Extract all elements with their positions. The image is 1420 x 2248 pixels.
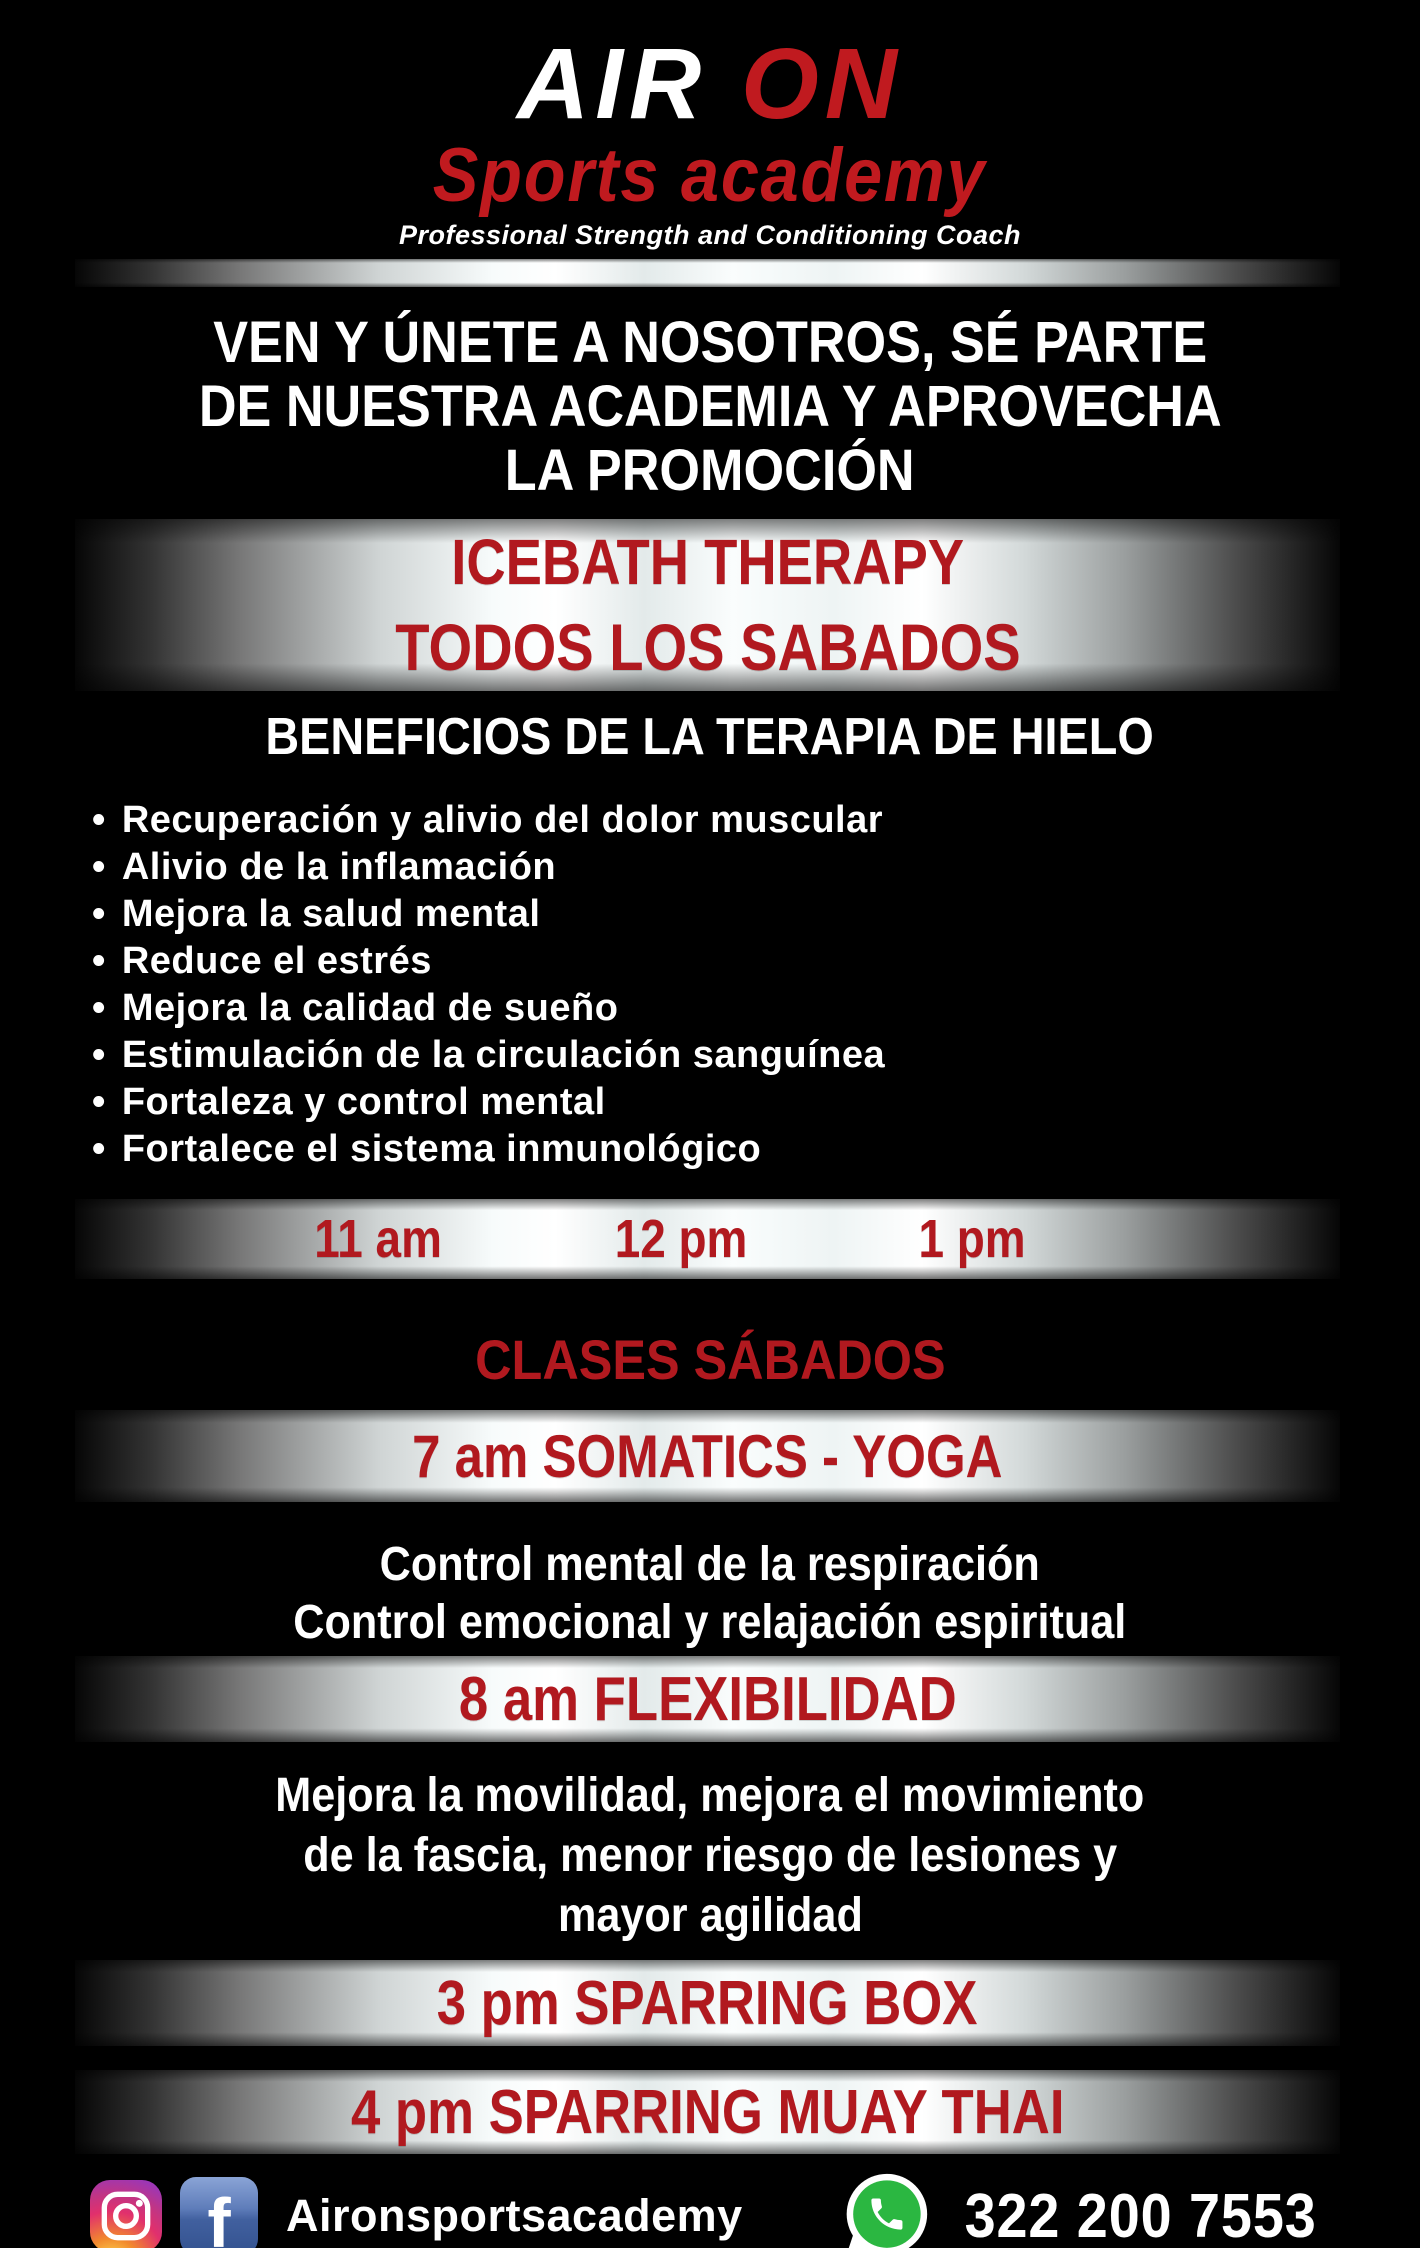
intro-line-3: LA PROMOCIÓN <box>505 438 915 503</box>
benefit-item: • Alivio de la inflamación <box>92 844 1420 891</box>
bullet-icon: • <box>92 1081 106 1123</box>
whatsapp-icon <box>839 2170 931 2248</box>
icebath-times-band <box>75 1199 1340 1279</box>
flexibility-desc-line-2: de la fascia, menor riesgo de lesiones y <box>303 1829 1117 1882</box>
bullet-icon: • <box>92 1034 106 1076</box>
logo-subtitle: Sports academy <box>433 133 987 218</box>
benefit-item: • Fortaleza y control mental <box>92 1079 1420 1126</box>
flexibility-desc-line-1: Mejora la movilidad, mejora el movimiento <box>275 1769 1145 1822</box>
bullet-icon: • <box>92 893 106 935</box>
time-slot-1pm: 1 pm <box>918 1209 1026 1269</box>
intro-headline <box>0 311 1420 503</box>
somatics-desc-line-1: Control mental de la respiración <box>379 1538 1041 1591</box>
sparring-muay-thai-title: 4 pm SPARRING MUAY THAI <box>350 2077 1065 2147</box>
benefits-heading: BENEFICIOS DE LA TERAPIA DE HIELO <box>265 708 1155 766</box>
time-slot-11am: 11 am <box>314 1209 442 1269</box>
benefit-item: • Estimulación de la circulación sanguínea <box>92 1032 1420 1079</box>
icebath-schedule: TODOS LOS SABADOS <box>394 610 1021 684</box>
social-handle: Aironsportsacademy <box>286 2190 743 2241</box>
flexibility-description <box>0 1766 1420 1946</box>
sparring-box-title: 3 pm SPARRING BOX <box>437 1968 978 2038</box>
flexibility-band <box>75 1656 1340 1742</box>
somatics-yoga-band <box>75 1410 1340 1502</box>
benefit-item: • Fortalece el sistema inmunológico <box>92 1126 1420 1173</box>
instagram-icon <box>90 2180 162 2248</box>
benefit-item: • Mejora la salud mental <box>92 891 1420 938</box>
sparring-muay-thai-band <box>75 2070 1340 2154</box>
time-slot-12pm: 12 pm <box>614 1209 748 1269</box>
bullet-icon: • <box>92 799 106 841</box>
benefits-list <box>92 797 1420 1173</box>
footer-contact-bar <box>0 2154 1420 2248</box>
benefit-item: • Mejora la calidad de sueño <box>92 985 1420 1032</box>
flexibility-desc-line-3: mayor agilidad <box>557 1889 863 1942</box>
logo-title <box>0 28 1420 140</box>
bullet-icon: • <box>92 940 106 982</box>
logo-block <box>0 0 1420 249</box>
metal-divider-bar <box>75 259 1340 287</box>
bullet-icon: • <box>92 987 106 1029</box>
phone-number: 322 200 7553 <box>964 2181 1317 2248</box>
facebook-icon: f <box>180 2177 258 2248</box>
somatics-desc-line-2: Control emocional y relajación espiritual <box>293 1596 1127 1649</box>
logo-air-text: AIR <box>516 28 708 140</box>
bullet-icon: • <box>92 846 106 888</box>
logo-on-text: ON <box>741 28 903 140</box>
benefit-item: • Reduce el estrés <box>92 938 1420 985</box>
flexibility-title: 8 am FLEXIBILIDAD <box>458 1664 957 1734</box>
intro-line-1: VEN Y ÚNETE A NOSOTROS, SÉ PARTE <box>213 310 1207 375</box>
somatics-description <box>0 1536 1420 1652</box>
benefit-item: • Recuperación y alivio del dolor muscular <box>92 797 1420 844</box>
intro-line-2: DE NUESTRA ACADEMIA Y APROVECHA <box>198 374 1222 439</box>
sparring-box-band <box>75 1960 1340 2046</box>
bullet-icon: • <box>92 1128 106 1170</box>
icebath-title: ICEBATH THERAPY <box>451 526 964 598</box>
saturday-classes-heading: CLASES SÁBADOS <box>474 1328 946 1391</box>
somatics-yoga-title: 7 am SOMATICS - YOGA <box>412 1422 1003 1490</box>
icebath-promo-band <box>75 519 1340 691</box>
logo-tagline: Professional Strength and Conditioning Coach <box>398 220 1021 250</box>
